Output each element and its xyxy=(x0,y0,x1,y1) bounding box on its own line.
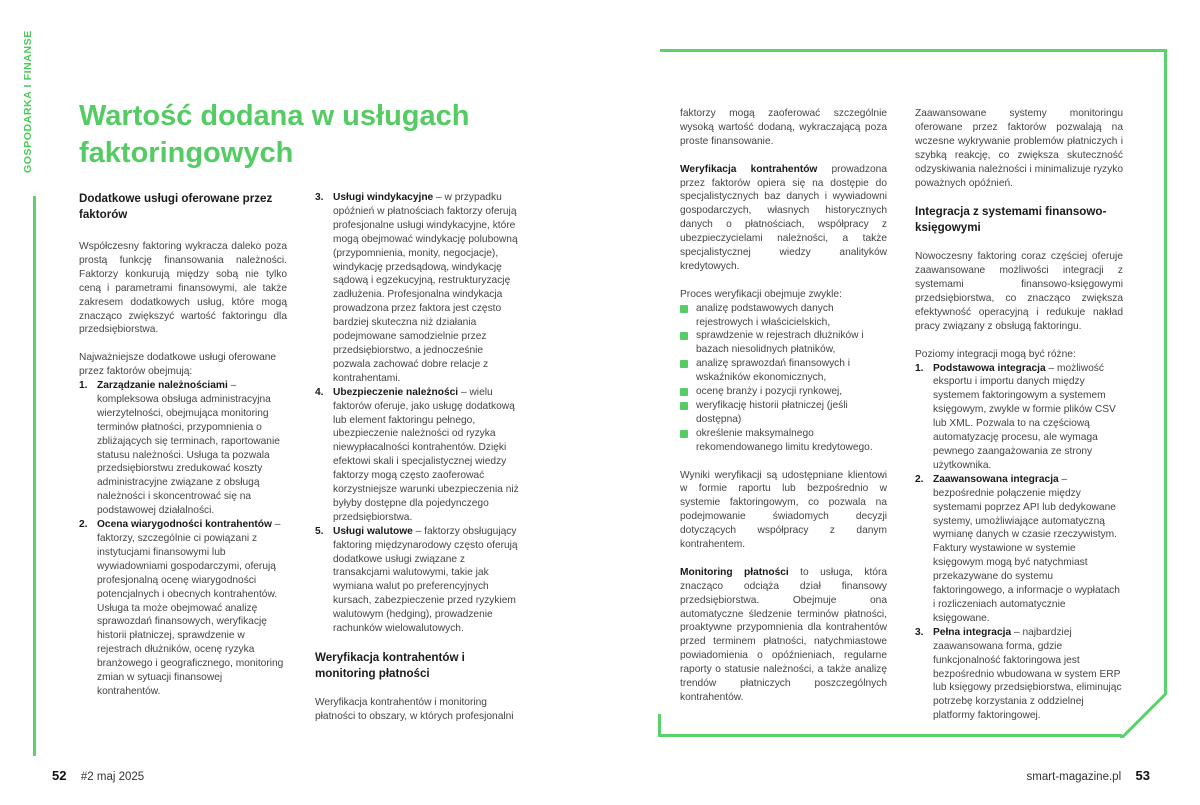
page-number-right: 53 xyxy=(1135,768,1150,783)
bullet-text: ocenę branży i pozycji rynkowej, xyxy=(696,386,843,398)
list-item-title: Zarządzanie należnościami xyxy=(97,380,228,392)
bullet-text: weryfikację historii płatniczej (jeśli dostępna) xyxy=(696,400,848,425)
paragraph-lead: Najważniejsze dodatkowe usługi oferowane przez faktorów obejmują: xyxy=(79,352,277,378)
paragraph-poziomy: Poziomy integracji mogą być różne: xyxy=(915,348,1076,360)
paragraph-systemy: Zaawansowane systemy monitoringu oferowane przez faktorów pozwalają na wczesne wykrywanie problemów płatniczych i szybką reakcję, co zwiększa skuteczność odzyskiwania należności i minimalizuje ryzyko poważnych opóźnień. xyxy=(915,108,1123,189)
list-item-title: Usługi walutowe xyxy=(333,525,413,537)
list-item-text: – w przypadku opóźnień w płatnościach faktorzy oferują profesjonalne usługi windykacyjne, które mogą obejmować windykację polubowną (przypomnienia, monity, negocjacje), windykację przedsądową, windykację sądową i egzekucyjną, restrukturyzację zadłużenia. Profesjonalna windykacja prowadzona przez faktora jest często bardziej skuteczna niż działania podejmowane samodzielnie przez przedsiębiorstwo, a jednocześnie pozwala zachować dobre relacje z kontrahentami. xyxy=(333,192,518,384)
list-number: 1. xyxy=(915,362,924,374)
inline-bold: Weryfikacja kontrahentów xyxy=(680,163,818,175)
bullet-text: sprawdzenie w rejestrach dłużników i bazach niesolidnych płatników, xyxy=(696,330,864,356)
bullet-text: analizę sprawozdań finansowych i wskaźników ekonomicznych, xyxy=(696,358,851,384)
list-number: 2. xyxy=(79,519,88,531)
list-item-text: – bezpośrednie połączenie między systemami poprzez API lub dedykowane systemy, umożliwiające automatyczną wymianę danych w czasie rzeczywistym. Faktury wystawione w systemie księgowym mogą być natychmiast przekazywane do systemu faktoringowego, a informacje o wypłatach i rozliczeniach automatycznie księgowane. xyxy=(933,473,1120,624)
verification-bullets xyxy=(680,302,887,455)
bullet-item xyxy=(680,385,887,399)
page-number-left: 52 xyxy=(52,768,67,783)
footer-right xyxy=(1027,768,1150,783)
inline-bold: Monitoring płatności xyxy=(680,566,789,578)
list-item-text: – kompleksowa obsługa administracyjna wierzytelności, obejmująca monitoring terminów płatności, przypomnienia o zbliżających się terminach, raportowanie statusu należności. Usługa ta pozwala przedsiębiorstwu zredukować koszty administracyjne związane z obsługą należności i skoncentrować się na podstawowej działalności. xyxy=(97,380,280,517)
paragraph-wyniki: Wyniki weryfikacji są udostępniane klientowi w formie raportu lub bezpośrednio w systemie faktoringowym, co pozwala na podejmowanie świadomych decyzji dotyczących współpracy z danym kontrahentem. xyxy=(680,469,887,551)
frame-corner-bevel xyxy=(1120,686,1170,746)
bullet-item xyxy=(680,427,887,455)
services-list-part1 xyxy=(79,379,287,699)
bullet-square-icon xyxy=(680,430,688,438)
bullet-square-icon xyxy=(680,388,688,396)
list-item-title: Podstawowa integracja xyxy=(933,362,1046,374)
bullet-square-icon xyxy=(680,332,688,340)
page-title: Wartość dodana w usługach faktoringowych xyxy=(79,100,470,169)
paragraph-continued: faktorzy mogą zaoferować szczególnie wysoką wartość dodaną, wykraczającą poza proste finansowanie. xyxy=(680,108,887,147)
list-item-title: Ubezpieczenie należności xyxy=(333,386,459,398)
list-number: 4. xyxy=(315,386,324,398)
paragraph-integracja: Nowoczesny faktoring coraz częściej oferuje zaawansowane możliwości integracji z systemami finansowo-księgowymi przedsiębiorstwa, co znacząco zwiększa efektywność operacyjną i redukuje nakład pracy związany z obsługą faktoringu. xyxy=(915,251,1123,332)
issue-info: #2 maj 2025 xyxy=(80,771,145,783)
list-number: 3. xyxy=(315,192,324,203)
list-number: 3. xyxy=(915,626,924,638)
paragraph-proces: Proces weryfikacji obejmuje zwykle: xyxy=(680,288,842,300)
list-item-text: – faktorzy obsługujący faktoring międzynarodowy często oferują dodatkowe usługi związane z transakcjami walutowymi, takie jak wymiana walut po preferencyjnych kursach, zabezpieczenie przed ryzykiem walutowym (hedging), prowadzenie rachunków wielowalutowych. xyxy=(333,525,518,635)
paragraph-weryfikacja xyxy=(680,163,887,274)
list-item-title: Usługi windykacyjne xyxy=(333,192,434,203)
section-label: GOSPODARKA I FINANSE xyxy=(22,30,34,173)
heading-weryfikacja: Weryfikacja kontrahentów i monitoring płatności xyxy=(315,651,465,680)
list-item-title: Zaawansowana integracja xyxy=(933,473,1059,485)
paragraph-intro: Współczesny faktoring wykracza daleko poza prostą funkcję finansowania należności. Faktorzy konkurują między sobą nie tylko ceną i parametrami finansowymi, ale także zakresem dodatkowych usług, które mogą znacząco zwiększyć wartość faktoringu dla przedsiębiorstwa. xyxy=(79,241,287,336)
column-1 xyxy=(79,191,287,699)
list-item xyxy=(915,626,1123,723)
paragraph-outro: Weryfikacja kontrahentów i monitoring płatności to obszary, w których profesjonalni xyxy=(315,697,514,722)
heading-integracja: Integracja z systemami finansowo-księgowymi xyxy=(915,205,1107,235)
bullet-square-icon xyxy=(680,402,688,410)
bullet-item xyxy=(680,302,887,330)
list-item xyxy=(915,362,1123,473)
list-item xyxy=(79,379,287,518)
list-number: 5. xyxy=(315,525,324,537)
bullet-item xyxy=(680,329,887,357)
bullet-square-icon xyxy=(680,360,688,368)
column-2 xyxy=(315,191,523,724)
column-4 xyxy=(915,107,1123,723)
left-accent-rule xyxy=(33,196,36,756)
footer-left xyxy=(52,768,144,783)
frame-top-rule xyxy=(660,49,1167,52)
bullet-text: określenie maksymalnego rekomendowanego limitu kredytowego. xyxy=(696,427,873,453)
list-item-text: – wielu faktorów oferuje, jako usługę dodatkową lub element faktoringu pełnego, ubezpieczenie należności od ryzyka niewypłacalności kontrahentów. Dzięki efektowi skali i specjalistycznej wiedzy faktorzy mogą często zaoferować korzystniejsze warunki ubezpieczenia niż byłyby dostępne dla pojedynczego przedsiębiorstwa. xyxy=(333,386,519,523)
inline-text: prowadzona przez faktorów opiera się na dostępie do specjalistycznych baz danych i wywiadowni gospodarczych, własnych historycznych danych o płatnościach, współpracy z ubezpieczycielami należności, a także specjalistycznej wiedzy analityków kredytowych. xyxy=(680,163,887,272)
bullet-item xyxy=(680,399,887,427)
frame-left-rule xyxy=(658,714,661,737)
list-item xyxy=(315,386,523,525)
bullet-square-icon xyxy=(680,305,688,313)
frame-bottom-rule xyxy=(660,734,1122,737)
services-list-part2 xyxy=(315,191,523,636)
bullet-item xyxy=(680,357,887,385)
list-number: 1. xyxy=(79,380,88,392)
frame-right-rule xyxy=(1164,49,1167,689)
list-item-text: – najbardziej zaawansowana forma, gdzie funkcjonalność faktoringowa jest bezpośrednio wbudowana w system ERP lub księgowy przedsiębiorstwa, eliminując potrzebę korzystania z oddzielnej platformy faktoringowej. xyxy=(933,626,1122,722)
column-3 xyxy=(680,107,887,705)
list-item-title: Ocena wiarygodności kontrahentów xyxy=(97,519,272,531)
paragraph-monitoring xyxy=(680,566,887,705)
list-item-title: Pełna integracja xyxy=(933,626,1012,638)
list-item-text: – faktorzy, szczególnie ci powiązani z instytucjami finansowymi lub wywiadowniami gospodarczymi, oferują profesjonalną ocenę wiarygodności potencjalnych i obecnych kontrahentów. Usługa ta może obejmować analizę sprawozdań finansowych, weryfikację historii płatniczej, sprawdzenie w rejestrach dłużników, ocenę ryzyka branżowego i geograficznego, monitoring zmian w sytuacji finansowej kontrahentów. xyxy=(97,519,284,697)
list-item xyxy=(315,525,523,636)
bullet-text: analizę podstawowych danych rejestrowych i właścicielskich, xyxy=(696,302,834,328)
site-url[interactable]: smart-magazine.pl xyxy=(1026,771,1122,783)
list-number: 2. xyxy=(915,473,924,485)
list-item xyxy=(79,518,287,699)
list-item xyxy=(315,191,523,386)
integration-list xyxy=(915,362,1123,724)
inline-text: to usługa, która znacząco odciąża dział finansowy przedsiębiorstwa. Obejmuje ona automatyczne śledzenie terminów płatności, proaktywne przypomnienia dla kontrahentów przed terminem płatności, natychmiastowe powiadomienia o opóźnieniach, regularne raporty o statusie należności, a także analizę trendów płatniczych poszczególnych kontrahentów. xyxy=(680,566,887,703)
list-item-text: – możliwość eksportu i importu danych między systemem faktoringowym a systemem księgowym, zwykle w formie plików CSV lub XML. Pozwala to na częściową automatyzację procesu, ale wymaga pewnego zaangażowania ze strony użytkownika. xyxy=(933,362,1116,471)
heading-dodatkowe-uslugi: Dodatkowe usługi oferowane przez faktorów xyxy=(79,192,273,221)
list-item xyxy=(915,473,1123,626)
